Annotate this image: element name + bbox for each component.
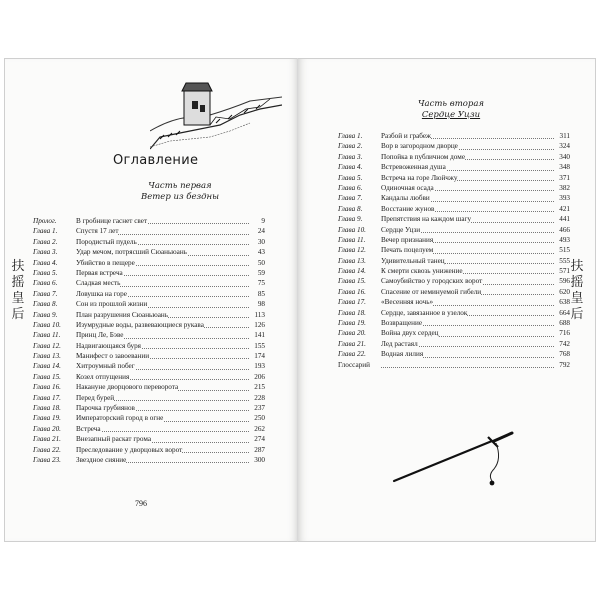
chapter-number: Глава 21.: [338, 339, 366, 348]
chapter-number: Глава 18.: [33, 404, 61, 413]
chapter-page: 620: [559, 287, 570, 296]
part-label: Часть вторая: [417, 99, 485, 109]
chapter-page: 571: [559, 267, 570, 276]
chapter-number: Глава 18.: [338, 308, 366, 317]
toc-entry: [338, 308, 570, 318]
toc-entry: [338, 162, 570, 172]
chapter-page: 274: [254, 435, 265, 444]
toc-entry: [338, 339, 570, 349]
chapter-number: Глава 17.: [33, 393, 61, 402]
chapter-number: Глава 20.: [33, 424, 61, 433]
chapter-title: Вечер признания: [381, 235, 434, 244]
chapter-page: 50: [257, 258, 265, 267]
chapter-number: Глава 4.: [33, 258, 58, 267]
toc-entry: [33, 361, 265, 371]
chapter-page: 311: [559, 132, 570, 140]
chapter-title: Манифест о завоевании: [76, 352, 150, 361]
chapter-page: 792: [559, 360, 570, 369]
chapter-title: В гробнице гаснет свет: [76, 217, 148, 225]
chapter-number: Глава 2.: [33, 237, 58, 246]
toc-entry: [338, 193, 570, 203]
chapter-number: Глава 21.: [33, 435, 61, 444]
chapter-number: Глава 6.: [338, 183, 363, 192]
toc-entry: [33, 413, 265, 423]
chapter-page: 237: [254, 404, 265, 413]
chapter-title: Хитроумный побег: [76, 362, 135, 371]
chapter-number: Глава 9.: [338, 215, 363, 224]
great-wall-illustration: [150, 79, 282, 151]
vertical-title-char: 摇: [570, 275, 584, 290]
toc-list-part-one: [33, 216, 265, 465]
toc-entry: [338, 266, 570, 276]
chapter-number: Глава 17.: [338, 298, 366, 307]
chapter-number: Глава 19.: [33, 414, 61, 423]
toc-entry: [338, 173, 570, 183]
chapter-page: 98: [257, 300, 265, 309]
toc-entry: [33, 258, 265, 268]
chapter-title: Встревоженная душа: [381, 163, 446, 172]
chapter-title: Печать поцелуем: [381, 246, 434, 255]
chapter-title: Убийство в пещере: [76, 258, 135, 267]
chapter-page: 262: [254, 424, 265, 433]
chapter-title: Преследование у дворцовых ворот: [76, 445, 183, 454]
chapter-title: Кандалы любви: [381, 194, 430, 203]
chapter-page: 9: [261, 217, 265, 225]
toc-entry: [338, 225, 570, 235]
toc-entry: [33, 330, 265, 340]
chapter-title: Встреча на горе Люйчжу: [381, 173, 458, 182]
right-page: [298, 58, 596, 542]
chapter-title: Встреча: [76, 424, 101, 433]
chapter-title: Сладкая месть: [76, 279, 121, 288]
toc-entry: [338, 141, 570, 151]
chapter-number: Глава 2.: [338, 142, 363, 151]
toc-entry: [338, 152, 570, 162]
chapter-title: Накануне дворцового переворота: [76, 383, 179, 392]
chapter-page: 75: [257, 279, 265, 288]
chapter-page: 371: [559, 173, 570, 182]
book-spread: [0, 58, 600, 542]
toc-entry: [338, 276, 570, 286]
part-label: Часть первая: [148, 181, 212, 191]
chapter-title: Сердце, завязанное в узелок: [381, 308, 468, 317]
chapter-title: «Весенняя ночь»: [381, 298, 434, 307]
toc-entry: [33, 247, 265, 257]
chapter-page: 768: [559, 350, 570, 359]
chapter-page: 215: [254, 383, 265, 392]
chapter-page: 30: [257, 237, 265, 246]
chapter-number: Глава 16.: [33, 383, 61, 392]
vertical-title-char: 后: [570, 307, 584, 322]
chapter-title: Породистый пудель: [76, 237, 137, 246]
chapter-number: Глава 15.: [338, 277, 366, 286]
chapter-number: Глава 16.: [338, 287, 366, 296]
chapter-title: Императорский город в огне: [76, 414, 164, 423]
chapter-page: 193: [254, 362, 265, 371]
chapter-page: 287: [254, 445, 265, 454]
toc-entry: [33, 320, 265, 330]
chapter-page: 250: [254, 414, 265, 423]
chapter-title: Лед растаял: [381, 339, 418, 348]
toc-entry: [33, 299, 265, 309]
chapter-title: Звездное сияние: [76, 455, 127, 464]
dot-leader: [76, 431, 249, 432]
toc-entry: [338, 183, 570, 193]
toc-entry: [33, 268, 265, 278]
chapter-title: Вор в загородном дворце: [381, 142, 458, 151]
chapter-number: Глава 11.: [33, 331, 61, 340]
chapter-number: Глава 22.: [33, 445, 61, 454]
chapter-page: 664: [559, 308, 570, 317]
chapter-title: Разбой и грабеж: [381, 132, 432, 140]
chapter-title: Удивительный танец: [381, 256, 445, 265]
toc-entry: [33, 434, 265, 444]
chapter-number: Глава 4.: [338, 163, 363, 172]
chapter-number: Глава 14.: [338, 267, 366, 276]
chapter-page: 324: [559, 142, 570, 151]
chapter-number: Глава 12.: [33, 341, 61, 350]
chapter-title: Удар мечом, потрясший Сюаньюань: [76, 248, 187, 257]
chapter-page: 421: [559, 204, 570, 213]
chapter-number: Глава 5.: [33, 268, 58, 277]
chapter-title: Попойка в публичном доме: [381, 152, 466, 161]
part-two-title: [396, 99, 506, 121]
chapter-title: Внезапный раскат грома: [76, 435, 152, 444]
chapter-number: Глава 5.: [338, 173, 363, 182]
chapter-number: Глава 19.: [338, 319, 366, 328]
toc-entry: [338, 318, 570, 328]
chapter-page: 515: [559, 246, 570, 255]
chapter-title: Перед бурей: [76, 393, 115, 402]
chapter-title: Спасение от неминуемой гибели: [381, 287, 482, 296]
toc-entry: [338, 131, 570, 141]
chapter-page: 206: [254, 372, 265, 381]
chapter-number: Глава 7.: [338, 194, 363, 203]
chapter-page: 141: [254, 331, 265, 340]
chapter-page: 155: [254, 341, 265, 350]
chapter-number: Глава 10.: [33, 320, 61, 329]
chapter-page: 382: [559, 183, 570, 192]
toc-entry: [33, 351, 265, 361]
chapter-page: 742: [559, 339, 570, 348]
vertical-title-char: 皇: [11, 291, 25, 306]
chapter-page: 348: [559, 163, 570, 172]
toc-entry: [33, 372, 265, 382]
vertical-title-char: 扶: [11, 259, 25, 274]
chapter-title: Глоссарий: [338, 360, 370, 369]
toc-entry: [33, 403, 265, 413]
vertical-title-char: 扶: [570, 259, 584, 274]
chapter-title: Самоубийство у городских ворот: [381, 277, 483, 286]
part-subtitle: Сердце Уцзи: [421, 110, 481, 120]
chapter-title: Парочка грубиянов: [76, 404, 135, 413]
chapter-page: 59: [257, 268, 265, 277]
chapter-page: 466: [559, 225, 570, 234]
chapter-title: Водная лилия: [381, 350, 424, 359]
chapter-title: Ловушка на горе: [76, 289, 127, 298]
chapter-title: Козел отпущения: [76, 372, 130, 381]
chapter-number: Пролог.: [33, 217, 57, 225]
toc-heading: Оглавление: [113, 153, 199, 168]
toc-entry: [33, 289, 265, 299]
vertical-chinese-title: [11, 259, 25, 323]
chapter-title: Принц Ле, Бэве: [76, 331, 124, 340]
chapter-page: 555: [559, 256, 570, 265]
sword-illustration: [388, 429, 518, 489]
chapter-number: Глава 20.: [338, 329, 366, 338]
chapter-number: Глава 1.: [338, 132, 363, 140]
toc-entry: [338, 328, 570, 338]
chapter-number: Глава 8.: [33, 300, 58, 309]
toc-entry: [33, 341, 265, 351]
chapter-number: Глава 10.: [338, 225, 366, 234]
chapter-number: Глава 3.: [33, 248, 58, 257]
toc-entry: [338, 297, 570, 307]
toc-list-part-two: [338, 131, 570, 370]
toc-entry: [33, 445, 265, 455]
chapter-number: Глава 1.: [33, 227, 58, 236]
toc-entry: [33, 382, 265, 392]
chapter-title: Изумрудные воды, развевающиеся рукава: [76, 320, 204, 329]
chapter-title: План разрушения Сюаньюань: [76, 310, 169, 319]
left-page: [4, 58, 298, 542]
toc-entry: [338, 214, 570, 224]
chapter-title: Сердце Уцзи: [381, 225, 421, 234]
chapter-page: 228: [254, 393, 265, 402]
chapter-title: Препятствия на каждом шагу: [381, 215, 472, 224]
chapter-title: Одиночная осада: [381, 183, 434, 192]
chapter-page: 596: [559, 277, 570, 286]
chapter-number: Глава 3.: [338, 152, 363, 161]
page-number: 796: [135, 499, 147, 508]
chapter-title: Спустя 17 лет: [76, 227, 119, 236]
toc-entry: [338, 349, 570, 359]
chapter-page: 300: [254, 455, 265, 464]
vertical-title-char: 皇: [570, 291, 584, 306]
chapter-number: Глава 12.: [338, 246, 366, 255]
chapter-page: 688: [559, 319, 570, 328]
chapter-page: 716: [559, 329, 570, 338]
chapter-page: 126: [254, 320, 265, 329]
chapter-title: К смерти сквозь унижение: [381, 267, 463, 276]
part-one-title: [125, 181, 235, 203]
chapter-page: 85: [257, 289, 265, 298]
chapter-page: 24: [257, 227, 265, 236]
chapter-number: Глава 13.: [338, 256, 366, 265]
chapter-title: Первая встреча: [76, 268, 123, 277]
chapter-number: Глава 13.: [33, 352, 61, 361]
chapter-number: Глава 7.: [33, 289, 58, 298]
chapter-title: Надвигающаяся буря: [76, 341, 141, 350]
chapter-page: 43: [257, 248, 265, 257]
chapter-number: Глава 22.: [338, 350, 366, 359]
chapter-number: Глава 15.: [33, 372, 61, 381]
toc-entry: [33, 393, 265, 403]
toc-entry: [338, 287, 570, 297]
toc-entry: [338, 360, 570, 370]
chapter-number: Глава 23.: [33, 455, 61, 464]
chapter-title: Сон из прошлой жизни: [76, 300, 148, 309]
chapter-page: 493: [559, 235, 570, 244]
toc-entry: [33, 216, 265, 226]
chapter-page: 441: [559, 215, 570, 224]
chapter-number: Глава 6.: [33, 279, 58, 288]
toc-entry: [338, 245, 570, 255]
dot-leader: [381, 367, 554, 368]
toc-entry: [33, 424, 265, 434]
vertical-title-char: 摇: [11, 275, 25, 290]
chapter-title: Возвращение: [381, 319, 423, 328]
chapter-number: Глава 14.: [33, 362, 61, 371]
chapter-number: Глава 8.: [338, 204, 363, 213]
toc-entry: [33, 226, 265, 236]
vertical-title-char: 后: [11, 307, 25, 322]
toc-entry: [33, 237, 265, 247]
chapter-number: Глава 11.: [338, 235, 366, 244]
chapter-page: 174: [254, 352, 265, 361]
chapter-title: Восстание жунов: [381, 204, 435, 213]
toc-entry: [33, 278, 265, 288]
toc-entry: [338, 235, 570, 245]
toc-entry: [33, 455, 265, 465]
chapter-number: Глава 9.: [33, 310, 58, 319]
chapter-page: 638: [559, 298, 570, 307]
chapter-page: 393: [559, 194, 570, 203]
chapter-page: 113: [254, 310, 265, 319]
chapter-page: 340: [559, 152, 570, 161]
part-subtitle: Ветер из бездны: [140, 192, 220, 202]
toc-entry: [338, 204, 570, 214]
toc-entry: [338, 256, 570, 266]
chapter-title: Война двух сердец: [381, 329, 439, 338]
vertical-chinese-title: [570, 259, 584, 323]
toc-entry: [33, 310, 265, 320]
